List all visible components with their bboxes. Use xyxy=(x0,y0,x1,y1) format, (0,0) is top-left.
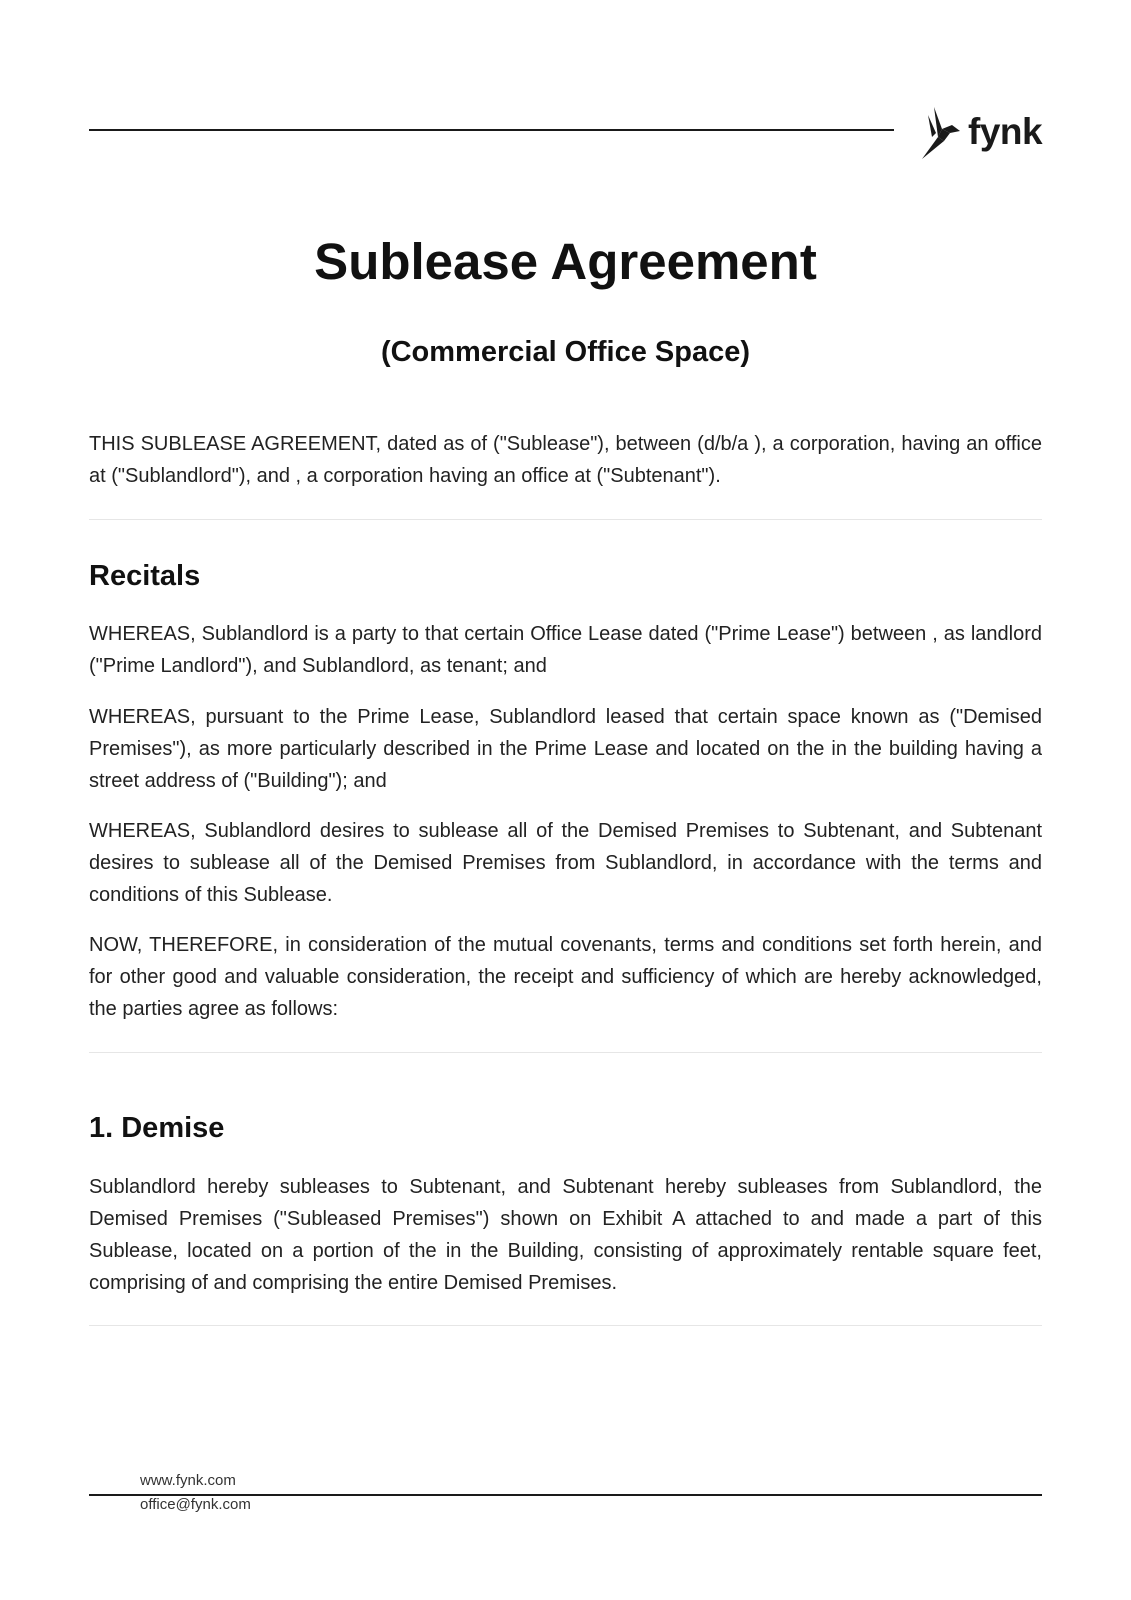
footer-website: www.fynk.com xyxy=(140,1472,236,1489)
document-title: Sublease Agreement xyxy=(314,233,817,290)
bird-logo-icon xyxy=(922,107,962,159)
header-rule xyxy=(89,129,894,131)
brand-logo xyxy=(922,105,1042,161)
footer-email: office@fynk.com xyxy=(140,1496,251,1513)
brand-wordmark: fynk xyxy=(968,110,1043,152)
recital-paragraph: WHEREAS, Sublandlord is a party to that certain Office Lease dated ("Prime Lease") between , as landlord ("Prime Landlord"), and Sublandlord, as tenant; and xyxy=(89,623,1042,677)
recital-paragraph: NOW, THEREFORE, in consideration of the mutual covenants, terms and conditions set forth herein, and for other good and valuable consideration, the receipt and sufficiency of which are hereby acknowledged, the parties agree as follows: xyxy=(89,934,1042,1020)
section-heading-demise: 1. Demise xyxy=(89,1112,225,1144)
recitals-heading: Recitals xyxy=(89,560,201,592)
recital-paragraph: WHEREAS, pursuant to the Prime Lease, Sublandlord leased that certain space known as ("Demised Premises"), as more particularly described in the Prime Lease and located on the in the building having a street address of ("Building"); and xyxy=(89,706,1042,792)
intro-paragraph: THIS SUBLEASE AGREEMENT, dated as of ("Sublease"), between (d/b/a ), a corporation, having an office at ("Sublandlord"), and , a corporation having an office at ("Subtenant"). xyxy=(89,433,1042,487)
section-divider xyxy=(89,1052,1042,1053)
document-subtitle: (Commercial Office Space) xyxy=(380,336,751,368)
section-body-demise: Sublandlord hereby subleases to Subtenant, and Subtenant hereby subleases from Sublandlord, the Demised Premises ("Subleased Premises") shown on Exhibit A attached to and made a part of this Sublease, located on a portion of the in the Building, consisting of approximately rentable square feet, comprising of and comprising the entire Demised Premises. xyxy=(89,1176,1042,1294)
section-divider xyxy=(89,1325,1042,1326)
section-divider xyxy=(89,519,1042,520)
recital-paragraph: WHEREAS, Sublandlord desires to sublease all of the Demised Premises to Subtenant, and Subtenant desires to sublease all of the Demised Premises from Sublandlord, in accordance with the terms and conditions of this Sublease. xyxy=(89,820,1042,906)
